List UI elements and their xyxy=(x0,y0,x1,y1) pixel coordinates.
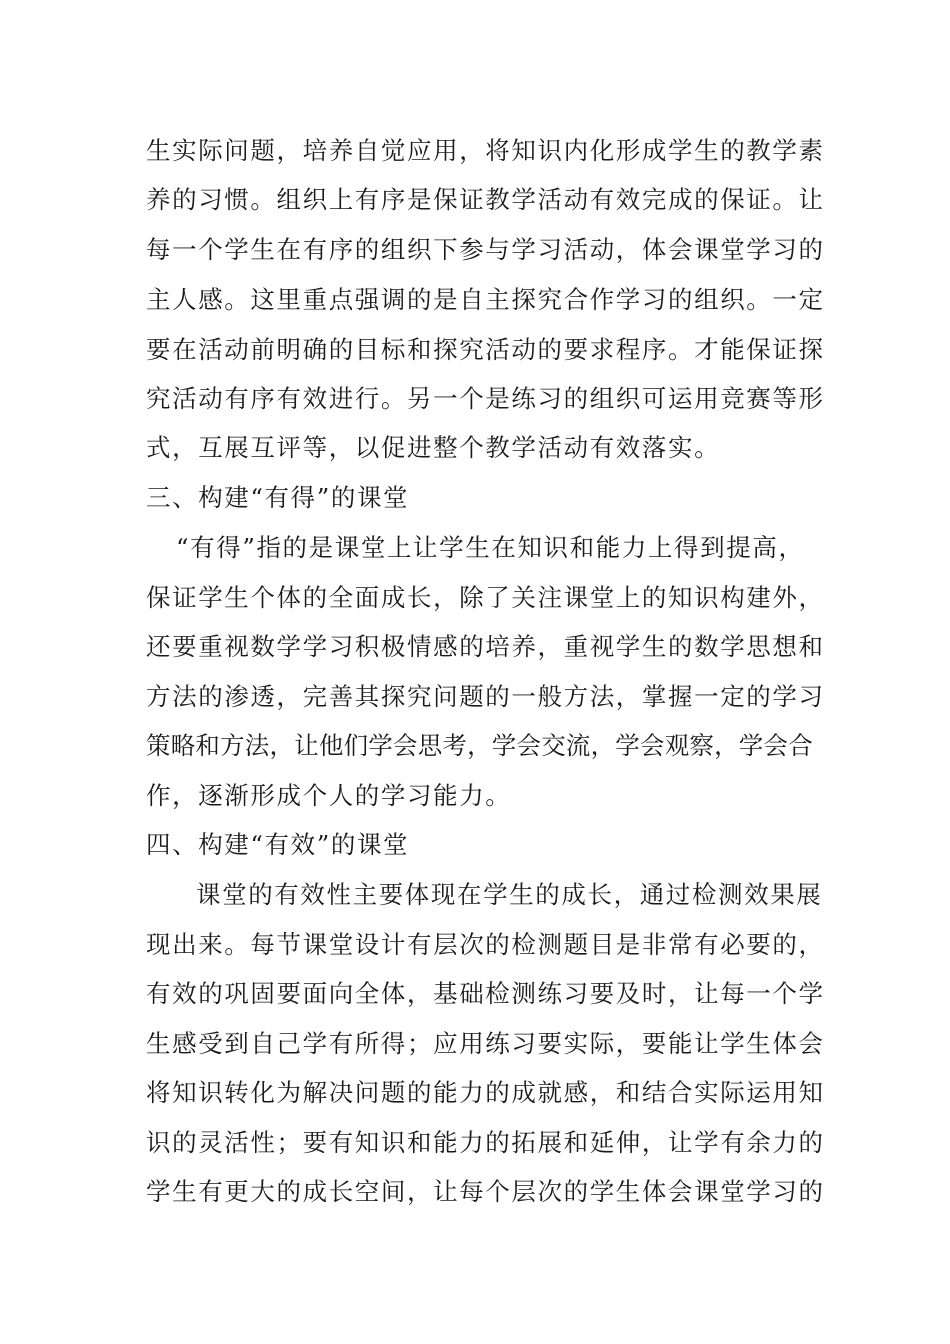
text-line: 要在活动前明确的目标和探究活动的要求程序。才能保证探 xyxy=(146,335,825,364)
text-line: 养的习惯。组织上有序是保证教学活动有效完成的保证。让 xyxy=(146,185,825,214)
paragraph-first-line: 课堂的有效性主要体现在学生的成长，通过检测效果展 xyxy=(196,880,823,909)
text-line: 将知识转化为解决问题的能力的成就感，和结合实际运用知 xyxy=(146,1078,825,1107)
section-heading: 三、构建“有得”的课堂 xyxy=(146,483,410,512)
text-line: 还要重视数学学习积极情感的培养，重视学生的数学思想和 xyxy=(146,632,825,661)
text-line: 学生有更大的成长空间，让每个层次的学生体会课堂学习的 xyxy=(146,1177,825,1206)
text-line: 主人感。这里重点强调的是自主探究合作学习的组织。一定 xyxy=(146,285,825,314)
text-line: 式，互展互评等，以促进整个教学活动有效落实。 xyxy=(146,433,721,462)
text-line: 生实际问题，培养自觉应用，将知识内化形成学生的教学素 xyxy=(146,136,825,165)
text-line: 有效的巩固要面向全体，基础检测练习要及时，让每一个学 xyxy=(146,979,825,1008)
section-heading: 四、构建“有效”的课堂 xyxy=(146,830,410,859)
text-line: 作，逐渐形成个人的学习能力。 xyxy=(146,781,512,810)
text-line: 究活动有序有效进行。另一个是练习的组织可运用竞赛等形 xyxy=(146,384,825,413)
text-line: 策略和方法，让他们学会思考，学会交流，学会观察，学会合 xyxy=(146,731,813,760)
text-line: 保证学生个体的全面成长，除了关注课堂上的知识构建外， xyxy=(146,583,825,612)
text-line: 生感受到自己学有所得；应用练习要实际，要能让学生体会 xyxy=(146,1029,825,1058)
text-line: 识的灵活性；要有知识和能力的拓展和延伸，让学有余力的 xyxy=(146,1128,825,1157)
text-line: 现出来。每节课堂设计有层次的检测题目是非常有必要的， xyxy=(146,930,825,959)
text-line: 方法的渗透，完善其探究问题的一般方法，掌握一定的学习 xyxy=(146,682,825,711)
paragraph-first-line: “有得”指的是课堂上让学生在知识和能力上得到提高， xyxy=(176,533,805,562)
text-line: 每一个学生在有序的组织下参与学习活动，体会课堂学习的 xyxy=(146,235,825,264)
